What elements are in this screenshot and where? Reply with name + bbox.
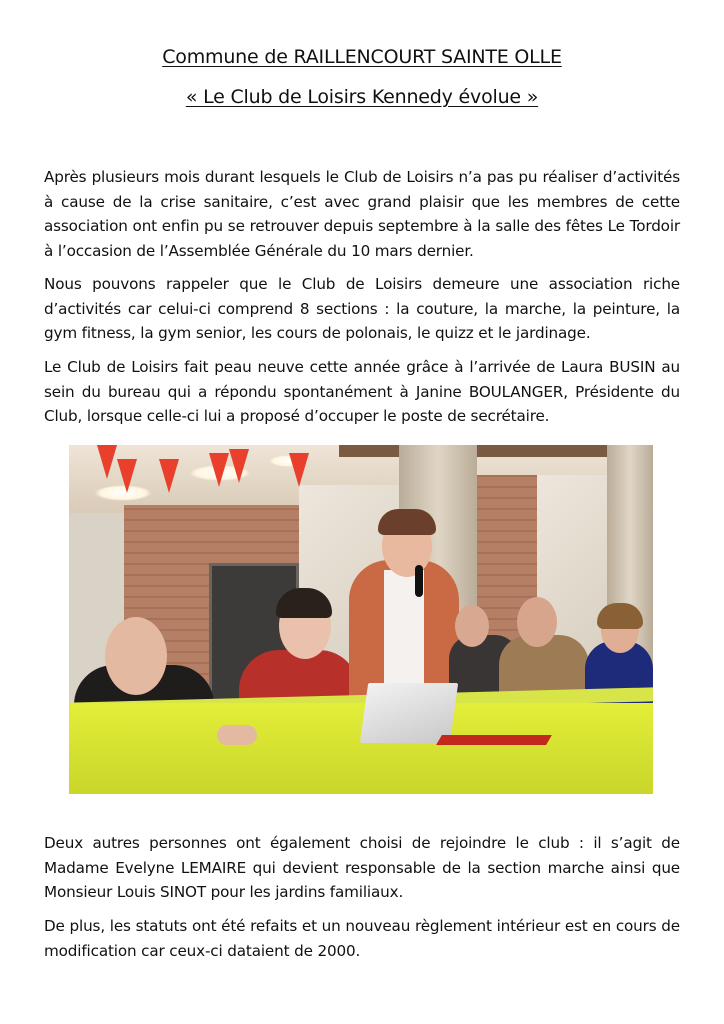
- paragraph-statutes: De plus, les statuts ont été refaits et un nouveau règlement intérieur est en cours de modification car ceux-ci dataient de 2000.: [44, 917, 680, 960]
- red-folder: [436, 735, 552, 745]
- bunting-flag: [117, 459, 137, 493]
- paragraph-sections: Nous pouvons rappeler que le Club de Loisirs demeure une association riche d’activités car celui-ci comprend 8 sections : la couture, la marche, la peinture, la gym fitness, la gym senior, les cours de polonais, le quizz et le jardinage.: [44, 275, 680, 343]
- document-title: Commune de RAILLENCOURT SAINTE OLLE: [162, 46, 562, 68]
- man-left-head: [105, 617, 167, 695]
- bunting-flag: [159, 459, 179, 493]
- paragraph-new-secretary: Le Club de Loisirs fait peau neuve cette année grâce à l’arrivée de Laura BUSIN au sein du bureau qui a répondu spontanément à Janine BOULANGER, Présidente du Club, lorsque celle-ci lui a proposé d’occuper le poste de secrétaire.: [44, 358, 680, 426]
- man-glasses-head: [455, 605, 489, 647]
- photo-beam: [339, 445, 653, 457]
- table-cover: [69, 703, 653, 794]
- woman-blue-hair: [597, 603, 643, 629]
- man-left-hands: [217, 725, 257, 745]
- article-headline: « Le Club de Loisirs Kennedy évolue »: [185, 86, 539, 108]
- bunting-flag: [97, 445, 117, 479]
- man-grey-head: [517, 597, 557, 647]
- bunting-flag: [209, 453, 229, 487]
- microphone-icon: [415, 565, 423, 597]
- meeting-photo: [69, 445, 653, 794]
- bunting-flag: [229, 449, 249, 483]
- speaker-hair: [378, 509, 436, 535]
- bunting-flag: [289, 453, 309, 487]
- paragraph-intro: Après plusieurs mois durant lesquels le Club de Loisirs n’a pas pu réaliser d’activités à cause de la crise sanitaire, c’est avec grand plaisir que les membres de cette association ont enfin pu se retrouver depuis septembre à la salle des fêtes Le Tordoir à l’occasion de l’Assemblée Générale du 10 mars dernier.: [44, 168, 680, 260]
- paragraph-new-members: Deux autres personnes ont également choisi de rejoindre le club : il s’agit de Madame Evelyne LEMAIRE qui devient responsable de la section marche ainsi que Monsieur Louis SINOT pour les jardins familiaux.: [44, 834, 680, 902]
- laptop: [360, 683, 458, 743]
